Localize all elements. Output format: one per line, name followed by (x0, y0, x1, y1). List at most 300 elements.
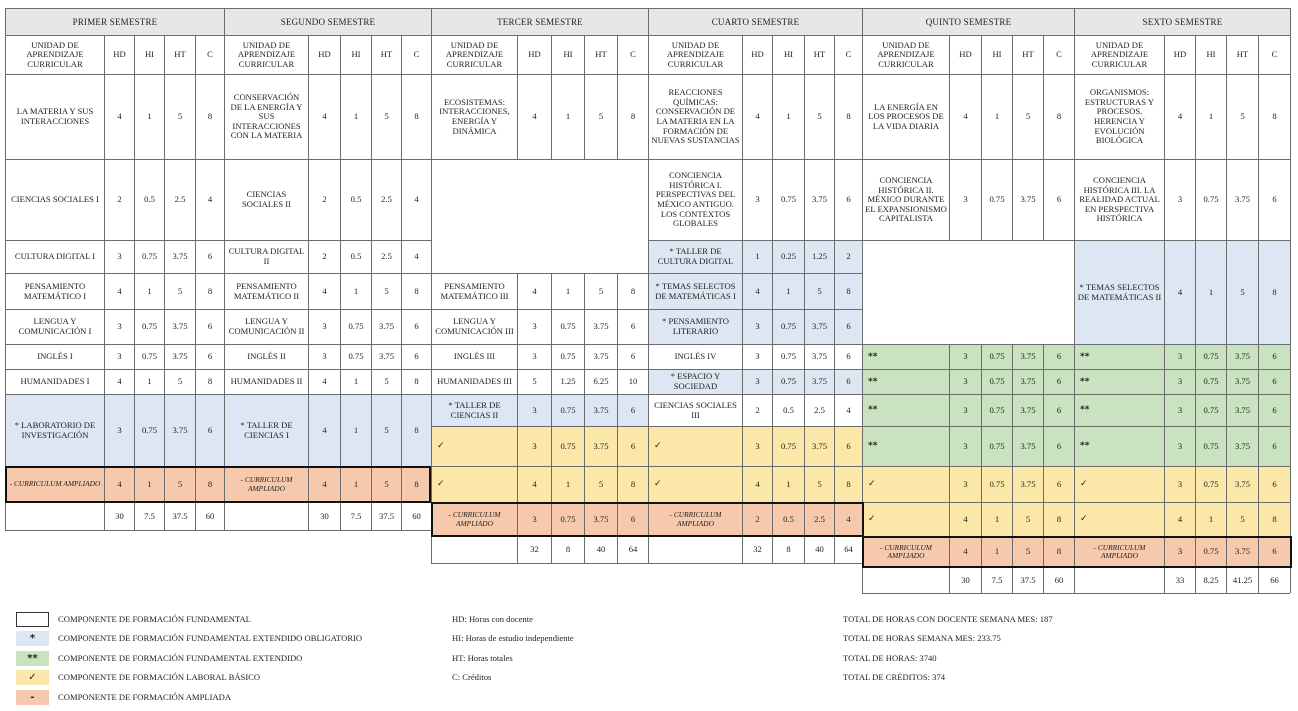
unit-label: * TALLER DE CIENCIAS I (240, 419, 293, 440)
cell-ht: 3.75 (371, 344, 401, 369)
legend-swatch: ✓ (16, 670, 49, 685)
unit-name (431, 369, 517, 394)
cell-hi: 0.75 (981, 426, 1012, 466)
legend-item-ampliada (0, 688, 440, 706)
total-credits: TOTAL DE CRÉDITOS: 374 (843, 672, 946, 682)
cell-hd: 4 (104, 369, 134, 394)
cell-hi: 0.25 (772, 240, 804, 273)
cell-hd: 3 (104, 309, 134, 344)
cell-ht: 3.75 (584, 502, 617, 536)
column-header-unit: UNIDAD DE APRENDIZAJE CURRICULAR (224, 35, 308, 74)
cell-ht: 3.75 (584, 394, 617, 426)
cell-c: 8 (401, 273, 431, 309)
curriculum-ampliado-label (224, 466, 308, 502)
cell-c: 4 (834, 502, 862, 536)
cell-ht: 3.75 (1226, 369, 1258, 394)
total-hd: 33 (1164, 567, 1195, 593)
unit-name (1074, 394, 1164, 426)
unit-name (224, 159, 308, 240)
cell-hd: 2 (742, 502, 772, 536)
cell-ht: 5 (804, 273, 834, 309)
cell-c: 6 (1258, 394, 1290, 426)
double-asterisk-marker: ** (1080, 441, 1090, 452)
cell-c: 8 (401, 394, 431, 466)
cell-hd: 4 (742, 466, 772, 502)
column-header: HT (804, 35, 834, 74)
unit-name (5, 344, 104, 369)
cell-hi: 0.75 (1195, 536, 1226, 567)
total-ht: 37.5 (164, 502, 195, 530)
cell-hi: 0.75 (551, 502, 584, 536)
unit-name (5, 394, 104, 466)
unit-name (224, 273, 308, 309)
unit-label: LA MATERIA Y SUS INTERACCIONES (16, 106, 94, 126)
cell-c: 4 (401, 159, 431, 240)
cell-ht: 5 (804, 466, 834, 502)
unit-name (5, 159, 104, 240)
cell-hi: 0.5 (340, 240, 371, 273)
cell-c: 6 (617, 394, 648, 426)
unit-label: LA ENERGÍA EN LOS PROCESOS DE LA VIDA DIARIA (868, 101, 944, 131)
cell-hi: 0.75 (772, 309, 804, 344)
double-asterisk-marker: ** (1080, 405, 1090, 416)
cell-c: 6 (834, 159, 862, 240)
unit-label: HUMANIDADES I (20, 376, 90, 387)
cell-hd: 2 (308, 240, 340, 273)
cell-ht: 3.75 (1012, 466, 1043, 502)
cell-c: 6 (834, 369, 862, 394)
unit-label: - CURRICULUM AMPLIADO (9, 479, 101, 489)
cell-ht: 5 (164, 369, 195, 394)
column-header: HI (981, 35, 1012, 74)
column-header: HT (371, 35, 401, 74)
double-asterisk-marker: ** (868, 441, 878, 452)
column-header: HT (164, 35, 195, 74)
unit-label: ORGANISMOS: ESTRUCTURAS Y PROCESOS. HERENCIA Y EVOLUCIÓN BIOLÓGICA (1084, 87, 1155, 146)
legend-item-extended-mandatory (0, 629, 440, 647)
cell-ht: 3.75 (584, 426, 617, 466)
cell-hd: 3 (517, 426, 551, 466)
legend-swatch (16, 612, 49, 627)
unit-name (648, 273, 742, 309)
unit-label: * ESPACIO Y SOCIEDAD (670, 371, 721, 391)
checkmark-icon: ✓ (868, 479, 876, 490)
cell-c: 8 (401, 74, 431, 159)
unit-label: LENGUA Y COMUNICACIÓN II (228, 316, 305, 336)
cell-hd: 4 (1164, 74, 1195, 159)
cell-hd: 4 (949, 536, 981, 567)
cell-ht: 3.75 (584, 309, 617, 344)
cell-c: 6 (1258, 426, 1290, 466)
cell-ht: 5 (371, 273, 401, 309)
cell-hi: 0.75 (134, 394, 164, 466)
unit-name (224, 394, 308, 466)
total-ht: 37.5 (1012, 567, 1043, 593)
unit-label: LENGUA Y COMUNICACIÓN III (435, 316, 514, 336)
total-c: 64 (617, 536, 648, 563)
column-header: HD (742, 35, 772, 74)
total-hd: 32 (517, 536, 551, 563)
cell-hd: 3 (517, 394, 551, 426)
cell-c: 8 (1258, 502, 1290, 536)
unit-label: HUMANIDADES II (230, 376, 303, 387)
cell-c: 8 (834, 466, 862, 502)
cell-c: 8 (617, 466, 648, 502)
totals-label-empty (431, 536, 517, 563)
cell-hd: 4 (308, 369, 340, 394)
unit-name (862, 426, 949, 466)
double-asterisk-marker: ** (868, 351, 878, 362)
cell-hd: 4 (742, 74, 772, 159)
cell-c: 6 (1258, 536, 1290, 567)
column-header-unit: UNIDAD DE APRENDIZAJE CURRICULAR (862, 35, 949, 74)
cell-hd: 4 (949, 74, 981, 159)
unit-label: CIENCIAS SOCIALES II (242, 189, 291, 209)
totals-label-empty (648, 536, 742, 563)
cell-ht: 5 (584, 273, 617, 309)
cell-c: 8 (195, 273, 224, 309)
cell-ht: 5 (1012, 536, 1043, 567)
unit-label: REACCIONES QUÍMICAS: CONSERVACIÓN DE LA MATERIA EN LA FORMACIÓN DE NUEVAS SUSTANCIAS (651, 87, 740, 146)
cell-c: 6 (1043, 344, 1074, 369)
cell-hd: 4 (1164, 502, 1195, 536)
cell-hi: 0.75 (981, 466, 1012, 502)
unit-name (648, 240, 742, 273)
cell-hd: 2 (742, 394, 772, 426)
unit-label: CONSERVACIÓN DE LA ENERGÍA Y SUS INTERACCIONES CON LA MATERIA (230, 91, 303, 141)
cell-hi: 0.75 (1195, 466, 1226, 502)
double-asterisk-marker: ** (1080, 376, 1090, 387)
cell-c: 8 (1043, 536, 1074, 567)
cell-hi: 0.75 (134, 309, 164, 344)
grid-edge (5, 530, 224, 533)
column-header: HI (551, 35, 584, 74)
column-header: C (195, 35, 224, 74)
cell-hd: 3 (1164, 344, 1195, 369)
cell-hi: 0.75 (340, 309, 371, 344)
cell-ht: 5 (584, 74, 617, 159)
cell-hd: 3 (742, 309, 772, 344)
cell-hi: 1 (134, 466, 164, 502)
cell-ht: 3.75 (1012, 426, 1043, 466)
column-header: C (617, 35, 648, 74)
unit-name (648, 394, 742, 426)
unit-name (648, 159, 742, 240)
cell-hi: 1 (551, 466, 584, 502)
legend-swatch: ** (16, 651, 49, 666)
cell-hi: 1 (1195, 74, 1226, 159)
cell-ht: 5 (371, 466, 401, 502)
legend-item-labor (0, 668, 440, 686)
cell-hi: 1 (981, 536, 1012, 567)
cell-hi: 1 (1195, 502, 1226, 536)
unit-name (5, 309, 104, 344)
unit-name (224, 369, 308, 394)
unit-label: INGLÉS II (247, 351, 286, 362)
checkmark-icon: ✓ (868, 514, 876, 525)
curriculum-ampliado-label (862, 536, 949, 567)
unit-name (431, 426, 517, 466)
cell-ht: 5 (164, 466, 195, 502)
unit-name (1074, 466, 1164, 502)
cell-hi: 0.75 (981, 369, 1012, 394)
cell-ht: 3.75 (164, 240, 195, 273)
cell-hd: 4 (308, 466, 340, 502)
cell-hi: 1 (551, 273, 584, 309)
unit-name (431, 394, 517, 426)
cell-hi: 0.75 (551, 309, 584, 344)
cell-c: 6 (401, 344, 431, 369)
column-header-unit: UNIDAD DE APRENDIZAJE CURRICULAR (431, 35, 517, 74)
cell-hd: 3 (949, 426, 981, 466)
checkmark-icon: ✓ (1080, 479, 1088, 490)
cell-hi: 1 (772, 466, 804, 502)
curriculum-ampliado-label (648, 502, 742, 536)
checkmark-icon: ✓ (654, 441, 662, 452)
column-header: HI (1195, 35, 1226, 74)
grid-edge (1290, 8, 1295, 593)
totals-label-empty (862, 567, 949, 593)
cell-hi: 1 (551, 74, 584, 159)
cell-ht: 3.75 (1226, 394, 1258, 426)
unit-name (5, 273, 104, 309)
cell-ht: 5 (164, 74, 195, 159)
cell-c: 10 (617, 369, 648, 394)
unit-name (224, 344, 308, 369)
cell-c: 8 (195, 74, 224, 159)
cell-hd: 3 (1164, 394, 1195, 426)
cell-ht: 5 (371, 394, 401, 466)
cell-hd: 3 (517, 344, 551, 369)
cell-ht: 3.75 (1012, 394, 1043, 426)
cell-hd: 3 (1164, 369, 1195, 394)
cell-hi: 0.75 (134, 240, 164, 273)
cell-hi: 1 (340, 394, 371, 466)
cell-c: 6 (834, 344, 862, 369)
cell-hi: 0.75 (981, 394, 1012, 426)
checkmark-icon: ✓ (437, 441, 445, 452)
cell-hi: 1 (340, 369, 371, 394)
cell-hi: 1.25 (551, 369, 584, 394)
cell-ht: 5 (1012, 74, 1043, 159)
cell-c: 6 (834, 426, 862, 466)
cell-ht: 5 (584, 466, 617, 502)
cell-hd: 4 (517, 74, 551, 159)
cell-hi: 0.75 (551, 426, 584, 466)
cell-c: 6 (195, 344, 224, 369)
checkmark-icon: ✓ (654, 479, 662, 490)
cell-hd: 3 (1164, 159, 1195, 240)
cell-hi: 0.75 (772, 344, 804, 369)
unit-name (431, 273, 517, 309)
unit-label: PENSAMIENTO MATEMÁTICO I (23, 280, 87, 301)
cell-hi: 0.75 (340, 344, 371, 369)
grid-edge (1074, 593, 1290, 596)
cell-hd: 3 (742, 426, 772, 466)
curriculum-ampliado-label (5, 466, 104, 502)
unit-label: INGLÉS I (37, 351, 73, 362)
semester-title: SEGUNDO SEMESTRE (224, 8, 431, 35)
semester-title: CUARTO SEMESTRE (648, 8, 862, 35)
cell-c: 8 (1258, 240, 1290, 344)
cell-hi: 0.5 (772, 394, 804, 426)
cell-ht: 5 (371, 369, 401, 394)
cell-ht: 3.75 (584, 344, 617, 369)
cell-ht: 5 (371, 74, 401, 159)
total-hours-week: TOTAL DE HORAS SEMANA MES: 233.75 (843, 633, 1001, 643)
abbr-c: C: Créditos (452, 672, 492, 682)
legend-label: COMPONENTE DE FORMACIÓN AMPLIADA (58, 692, 232, 702)
unit-label: * LABORATORIO DE INVESTIGACIÓN (14, 419, 96, 440)
unit-name (5, 74, 104, 159)
column-header: HI (134, 35, 164, 74)
column-header: C (834, 35, 862, 74)
column-header: HT (584, 35, 617, 74)
cell-hd: 3 (949, 369, 981, 394)
cell-c: 6 (1043, 159, 1074, 240)
column-header-unit: UNIDAD DE APRENDIZAJE CURRICULAR (1074, 35, 1164, 74)
column-header: HT (1226, 35, 1258, 74)
unit-name (648, 344, 742, 369)
unit-name (648, 74, 742, 159)
unit-name (431, 466, 517, 502)
unit-name (431, 309, 517, 344)
semester-title: SEXTO SEMESTRE (1074, 8, 1290, 35)
totals-label-empty (224, 502, 308, 530)
grid-edge (648, 563, 862, 566)
total-c: 60 (1043, 567, 1074, 593)
cell-hd: 3 (949, 159, 981, 240)
cell-hi: 1 (981, 502, 1012, 536)
cell-c: 8 (834, 273, 862, 309)
cell-c: 8 (401, 369, 431, 394)
unit-label: CIENCIAS SOCIALES I (11, 194, 99, 205)
cell-c: 6 (1258, 369, 1290, 394)
cell-hi: 0.75 (1195, 344, 1226, 369)
checkmark-icon: ✓ (1080, 514, 1088, 525)
cell-hi: 0.75 (772, 159, 804, 240)
cell-c: 8 (1043, 502, 1074, 536)
semester-title: QUINTO SEMESTRE (862, 8, 1074, 35)
unit-label: PENSAMIENTO MATEMÁTICO III (440, 280, 509, 301)
unit-name (862, 344, 949, 369)
cell-c: 6 (617, 309, 648, 344)
cell-c: 8 (195, 466, 224, 502)
cell-hd: 4 (104, 273, 134, 309)
unit-label: CIENCIAS SOCIALES III (654, 399, 737, 420)
abbr-hd: HD: Horas con docente (452, 614, 533, 624)
cell-c: 6 (617, 502, 648, 536)
column-header-unit: UNIDAD DE APRENDIZAJE CURRICULAR (648, 35, 742, 74)
unit-name (431, 344, 517, 369)
column-header: HD (1164, 35, 1195, 74)
grid-edge (862, 593, 1074, 596)
column-header: HI (772, 35, 804, 74)
unit-name (431, 74, 517, 159)
cell-ht: 3.75 (804, 309, 834, 344)
cell-ht: 3.75 (1012, 159, 1043, 240)
cell-hi: 1 (1195, 240, 1226, 344)
cell-c: 8 (617, 74, 648, 159)
unit-label: CULTURA DIGITAL I (14, 251, 96, 262)
cell-c: 6 (195, 240, 224, 273)
total-c: 64 (834, 536, 862, 563)
unit-name (1074, 74, 1164, 159)
total-hd: TOTAL DE HORAS CON DOCENTE SEMANA MES: 187 (843, 614, 1053, 624)
cell-hd: 1 (742, 240, 772, 273)
cell-ht: 3.75 (1012, 344, 1043, 369)
cell-hd: 3 (517, 309, 551, 344)
unit-name (1074, 240, 1164, 344)
cell-ht: 3.75 (1226, 426, 1258, 466)
total-hi: 7.5 (340, 502, 371, 530)
column-header: HD (308, 35, 340, 74)
column-header: HT (1012, 35, 1043, 74)
double-asterisk-marker: ** (868, 376, 878, 387)
cell-hi: 1 (134, 273, 164, 309)
cell-hi: 0.75 (1195, 369, 1226, 394)
cell-c: 2 (834, 240, 862, 273)
cell-hd: 4 (308, 74, 340, 159)
double-asterisk-marker: ** (868, 405, 878, 416)
unit-name (862, 159, 949, 240)
checkmark-icon: ✓ (437, 479, 445, 490)
unit-label: * TALLER DE CIENCIAS II (448, 399, 501, 420)
unit-label: CONCIENCIA HISTÓRICA II. MÉXICO DURANTE EL EXPANSIONISMO CAPITALISTA (865, 174, 947, 224)
unit-label: * TALLER DE CULTURA DIGITAL (657, 246, 734, 266)
cell-c: 6 (401, 309, 431, 344)
grid-edge (431, 563, 648, 566)
cell-hi: 0.75 (1195, 394, 1226, 426)
cell-hi: 0.75 (551, 394, 584, 426)
abbr-hi: HI: Horas de estudio independiente (452, 633, 574, 643)
cell-c: 4 (401, 240, 431, 273)
cell-c: 6 (617, 426, 648, 466)
cell-c: 6 (1258, 159, 1290, 240)
unit-name (224, 309, 308, 344)
cell-hd: 3 (308, 309, 340, 344)
cell-c: 4 (195, 159, 224, 240)
cell-hd: 3 (742, 369, 772, 394)
semester-title: PRIMER SEMESTRE (5, 8, 224, 35)
cell-hd: 3 (742, 344, 772, 369)
total-hours: TOTAL DE HORAS: 3740 (843, 653, 937, 663)
unit-label: INGLÉS III (453, 351, 496, 362)
unit-name (648, 426, 742, 466)
cell-ht: 5 (1012, 502, 1043, 536)
cell-hi: 0.5 (772, 502, 804, 536)
cell-ht: 3.75 (1226, 466, 1258, 502)
unit-name (1074, 344, 1164, 369)
cell-c: 6 (1043, 426, 1074, 466)
cell-c: 6 (1043, 394, 1074, 426)
cell-hd: 4 (742, 273, 772, 309)
unit-name (224, 240, 308, 273)
legend (0, 600, 1298, 711)
cell-c: 8 (1258, 74, 1290, 159)
cell-ht: 3.75 (1226, 536, 1258, 567)
column-header: C (1043, 35, 1074, 74)
cell-c: 8 (834, 74, 862, 159)
cell-ht: 5 (1226, 502, 1258, 536)
unit-name (1074, 369, 1164, 394)
cell-c: 8 (401, 466, 431, 502)
cell-hd: 3 (742, 159, 772, 240)
cell-hd: 2 (104, 159, 134, 240)
cell-hd: 3 (517, 502, 551, 536)
cell-hd: 3 (308, 344, 340, 369)
legend-swatch: * (16, 631, 49, 646)
